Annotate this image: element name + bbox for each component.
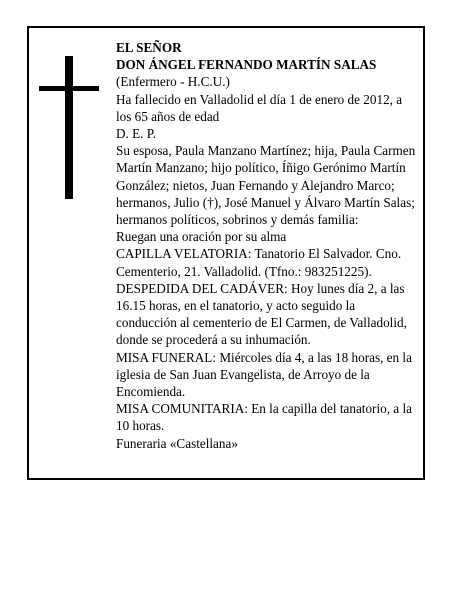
obituary-notice: [27, 26, 425, 480]
prayer-request: Ruegan una oración por su alma: [116, 229, 287, 245]
family-members: Su esposa, Paula Manzano Martínez; hija, Paula Carmen Martín Manzano; hijo político, Íñigo Gerónimo Martín González; nietos, Juan Fernando y Alejandro Marco; hermanos, Julio (†), José Manuel y Álvaro Martín Salas; hermanos políticos, sobrinos y demás familia:: [116, 143, 416, 228]
cross-horizontal-bar: [39, 86, 99, 91]
funeral-mass-info: MISA FUNERAL: Miércoles día 4, a las 18 horas, en la iglesia de San Juan Evangelista, de Arroyo de la Encomienda.: [116, 349, 412, 400]
rest-in-peace: D. E. P.: [116, 126, 156, 142]
cross-vertical-bar: [65, 56, 73, 199]
notice-title: EL SEÑOR: [116, 40, 182, 55]
cross-icon: [39, 56, 99, 199]
farewell-info: DESPEDIDA DEL CADÁVER: Hoy lunes día 2, a las 16.15 horas, en el tanatorio, y acto seguido la conducción al cementerio de El Carmen, de Valladolid, donde se procederá a su inhumación.: [116, 280, 407, 348]
community-mass-info: MISA COMUNITARIA: En la capilla del tanatorio, a la 10 horas.: [116, 401, 412, 434]
funeral-home: Funeraria «Castellana»: [116, 435, 238, 451]
deceased-profession: (Enfermero - H.C.U.): [116, 74, 230, 90]
deceased-name: DON ÁNGEL FERNANDO MARTÍN SALAS: [116, 57, 377, 73]
death-announcement: Ha fallecido en Valladolid el día 1 de enero de 2012, a los 65 años de edad: [116, 91, 403, 124]
obituary-text: [116, 39, 418, 452]
chapel-info: CAPILLA VELATORIA: Tanatorio El Salvador. Cno. Cementerio, 21. Valladolid. (Tfno.: 983251225).: [116, 246, 402, 279]
